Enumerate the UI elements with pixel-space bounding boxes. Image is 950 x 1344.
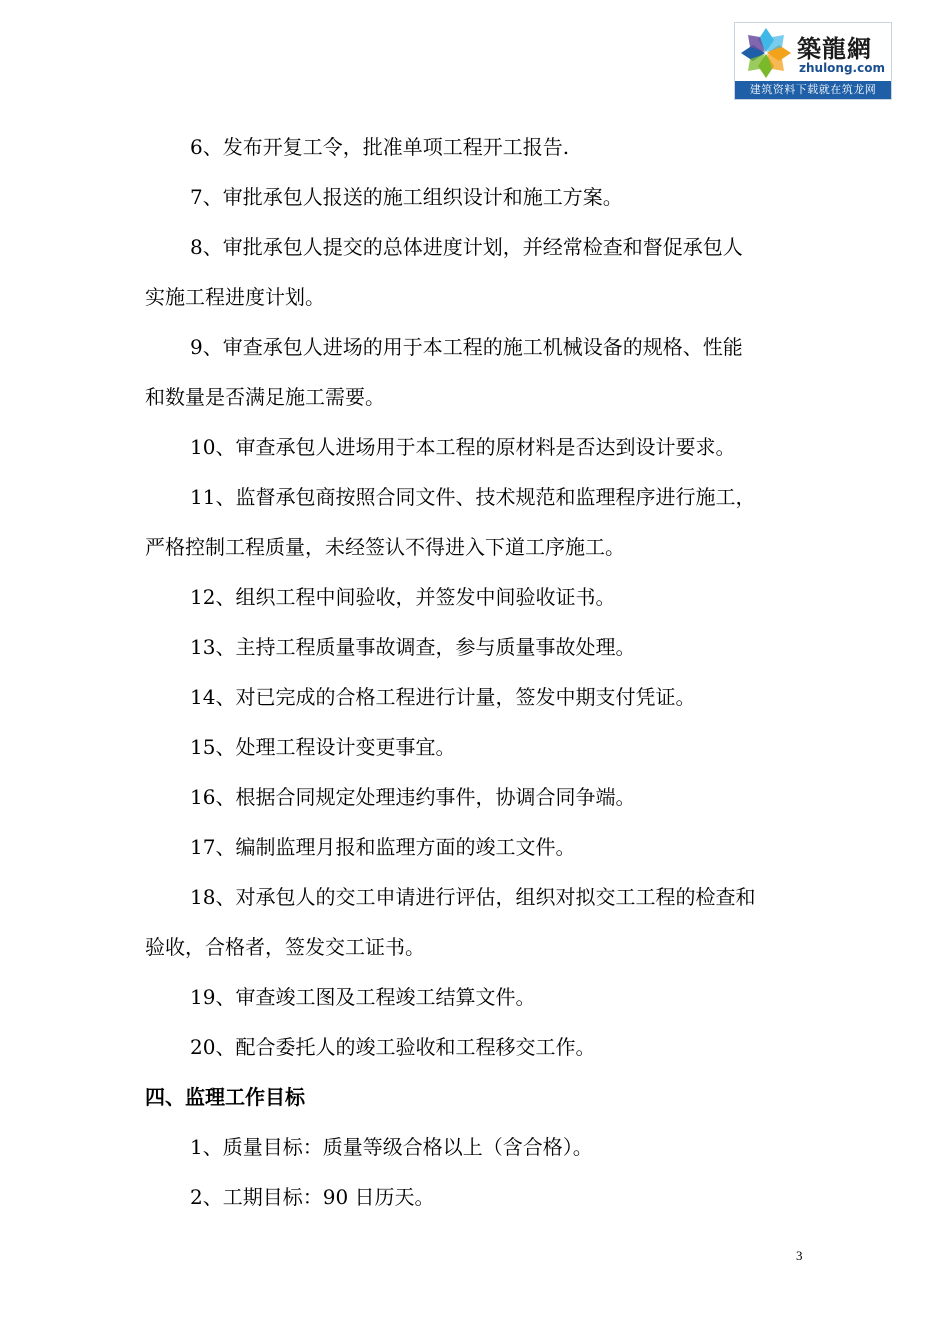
paragraph-item-11-line-1: 11、监督承包商按照合同文件、技术规范和监理程序进行施工， — [190, 485, 756, 509]
paragraph-item-13-line-1: 13、主持工程质量事故调查，参与质量事故处理。 — [190, 635, 636, 659]
logo-domain: zhulong.com — [799, 61, 885, 75]
paragraph-item-11-line-2: 严格控制工程质量，未经签认不得进入下道工序施工。 — [145, 535, 625, 559]
paragraph-item-19-line-1: 19、审查竣工图及工程竣工结算文件。 — [190, 985, 536, 1009]
duty-list — [145, 122, 810, 1072]
paragraph-item-18-line-2: 验收，合格者，签发交工证书。 — [145, 935, 425, 959]
logo-name: 築龍網 — [797, 34, 872, 63]
paragraph-item-9-line-1: 9、审查承包人进场的用于本工程的施工机械设备的规格、性能 — [190, 335, 743, 359]
zhulong-logo — [734, 22, 892, 100]
paragraph-item-6-line-1: 6、发布开复工令，批准单项工程开工报告. — [190, 135, 570, 159]
paragraph-item-17-line-1: 17、编制监理月报和监理方面的竣工文件。 — [190, 835, 576, 859]
paragraph-item-7-line-1: 7、审批承包人报送的施工组织设计和施工方案。 — [190, 185, 623, 209]
paragraph-item-16-line-1: 16、根据合同规定处理违约事件，协调合同争端。 — [190, 785, 636, 809]
page-number: 3 — [796, 1248, 803, 1263]
paragraph-item-14-line-1: 14、对已完成的合格工程进行计量，签发中期支付凭证。 — [190, 685, 696, 709]
paragraph-item-20-line-1: 20、配合委托人的竣工验收和工程移交工作。 — [190, 1035, 596, 1059]
zhulong-pinwheel-icon — [739, 26, 793, 80]
goal-schedule: 2、工期目标：90 日历天。 — [190, 1185, 435, 1209]
paragraph-item-18-line-1: 18、对承包人的交工申请进行评估，组织对拟交工工程的检查和 — [190, 885, 756, 909]
paragraph-item-10-line-1: 10、审查承包人进场用于本工程的原材料是否达到设计要求。 — [190, 435, 736, 459]
goal-quality: 1、质量目标：质量等级合格以上（含合格）。 — [190, 1135, 593, 1159]
paragraph-item-15-line-1: 15、处理工程设计变更事宜。 — [190, 735, 456, 759]
section-heading: 四、监理工作目标 — [145, 1085, 305, 1109]
paragraph-item-9-line-2: 和数量是否满足施工需要。 — [145, 385, 385, 409]
document-body — [145, 122, 810, 1222]
paragraph-item-12-line-1: 12、组织工程中间验收，并签发中间验收证书。 — [190, 585, 616, 609]
paragraph-item-8-line-2: 实施工程进度计划。 — [145, 285, 325, 309]
paragraph-item-8-line-1: 8、审批承包人提交的总体进度计划，并经常检查和督促承包人 — [190, 235, 743, 259]
logo-slogan: 建筑资料下载就在筑龙网 — [735, 81, 891, 99]
